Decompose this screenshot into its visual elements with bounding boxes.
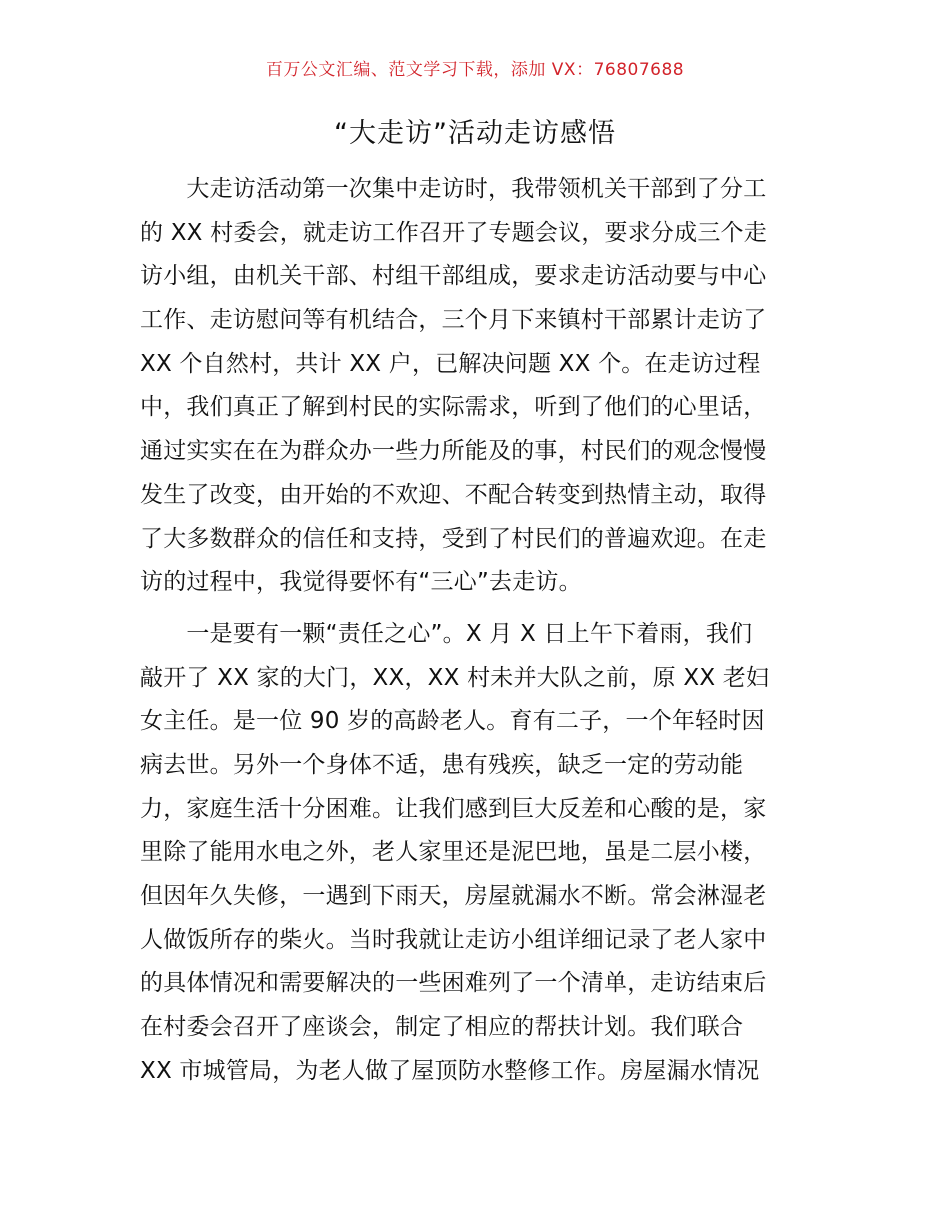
document-title: “大走访”活动走访感悟 <box>334 118 616 149</box>
text-line: 敲开了 XX 家的大门，XX，XX 村未并大队之前，原 XX 老妇 <box>140 664 770 691</box>
text-line: 工作、走访慰问等有机结合，三个月下来镇村干部累计走访了 <box>140 307 767 334</box>
text-line: 通过实实在在为群众办一些力所能及的事，村民们的观念慢慢 <box>140 438 767 465</box>
text-line: 中，我们真正了解到村民的实际需求，听到了他们的心里话， <box>140 394 767 421</box>
text-line: 女主任。是一位 90 岁的高龄老人。育有二子，一个年轻时因 <box>140 708 765 735</box>
text-line: 但因年久失修，一遇到下雨天，房屋就漏水不断。常会淋湿老 <box>140 883 767 909</box>
text-line: 访的过程中，我觉得要怀有“三心”去走访。 <box>140 569 582 596</box>
paragraph <box>140 168 812 605</box>
text-line: 力，家庭生活十分困难。让我们感到巨大反差和心酸的是，家 <box>140 795 767 822</box>
text-line: 的具体情况和需要解决的一些困难列了一个清单，走访结束后 <box>140 970 767 997</box>
text-line: 在村委会召开了座谈会，制定了相应的帮扶计划。我们联合 <box>140 1014 744 1041</box>
paragraph <box>140 613 812 1094</box>
text-line: 大走访活动第一次集中走访时，我带领机关干部到了分工 <box>140 176 767 202</box>
text-line: XX 个自然村，共计 XX 户，已解决问题 XX 个。在走访过程 <box>140 350 761 377</box>
text-line: 一是要有一颗“责任之心”。X 月 X 日上午下着雨，我们 <box>140 620 753 647</box>
text-line: 发生了改变，由开始的不欢迎、不配合转变到热情主动，取得 <box>140 481 767 508</box>
text-line: 人做饭所存的柴火。当时我就让走访小组详细记录了老人家中 <box>140 926 767 953</box>
header-banner: 百万公文汇编、范文学习下载，添加 VX：76807688 <box>265 60 685 80</box>
text-line: 里除了能用水电之外，老人家里还是泥巴地，虽是二层小楼， <box>140 839 767 866</box>
text-line: 病去世。另外一个身体不适，患有残疾，缺乏一定的劳动能 <box>140 751 744 778</box>
text-line: 访小组，由机关干部、村组干部组成，要求走访活动要与中心 <box>140 263 767 290</box>
text-line: 的 XX 村委会，就走访工作召开了专题会议，要求分成三个走 <box>140 219 767 246</box>
document-body <box>140 168 812 1093</box>
text-line: XX 市城管局，为老人做了屋顶防水整修工作。房屋漏水情况 <box>140 1057 760 1084</box>
text-line: 了大多数群众的信任和支持，受到了村民们的普遍欢迎。在走 <box>140 525 767 552</box>
